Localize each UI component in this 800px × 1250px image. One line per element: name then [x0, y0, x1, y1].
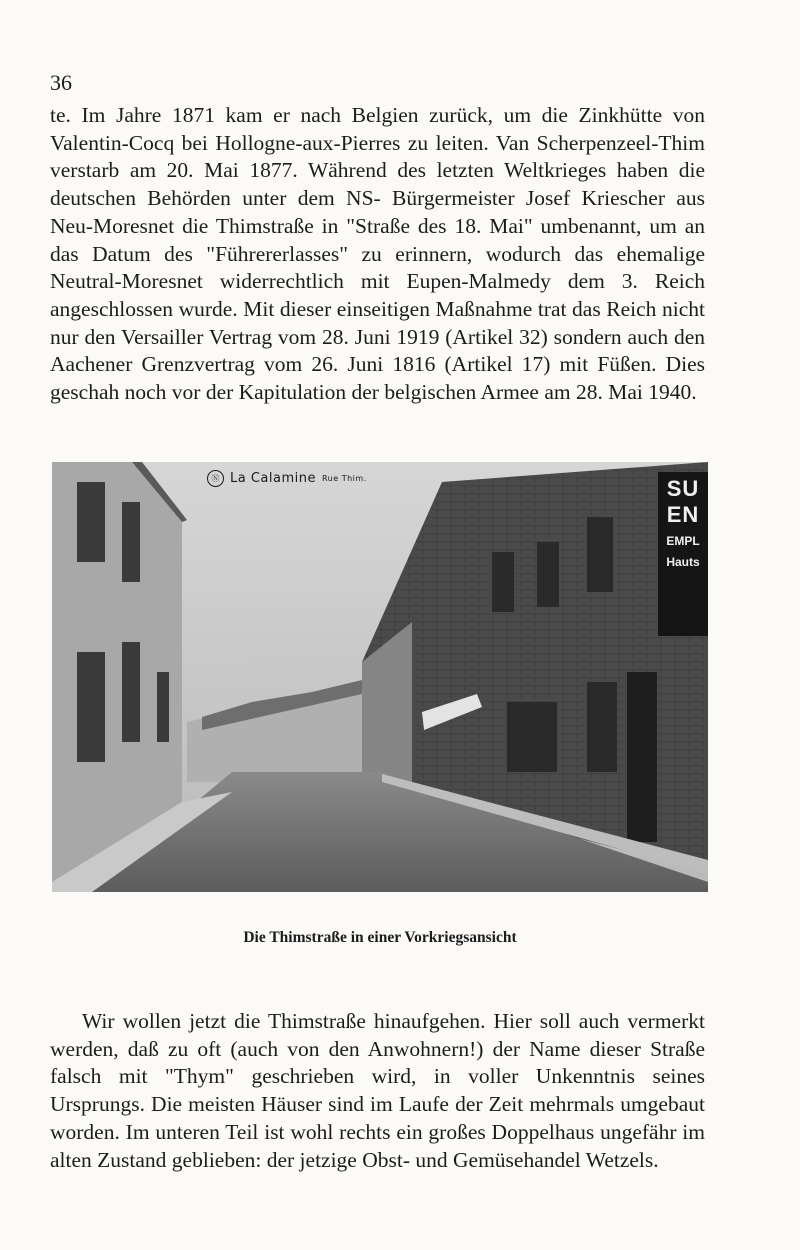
- postcard-stamp-icon: Ⓝ: [207, 470, 224, 487]
- body-paragraph-2: Wir wollen jetzt die Thimstraße hinaufgehen. Hier soll auch vermerkt werden, daß zu oft (auch von den Anwohnern!) der Name dieser Straße falsch mit "Thym" geschrieben wird, in voller Unkenntnis seines Ursprungs. Die meisten Häuser sind im Laufe der Zeit mehrmals umgebaut worden. Im unteren Teil ist wohl rechts ein großes Doppelhaus ungefähr im alten Zustand geblieben: der jetzige Obst- und Gemüsehandel Wetzels.: [50, 1009, 705, 1172]
- shop-sign-line: SU: [666, 476, 700, 501]
- right-window: [587, 517, 613, 592]
- shop-sign-line: EN: [666, 502, 700, 527]
- shop-sign: [658, 472, 708, 636]
- left-window: [77, 482, 105, 562]
- postcard-caption: [207, 470, 367, 487]
- right-door: [627, 672, 657, 842]
- right-window: [537, 542, 559, 607]
- left-window: [122, 502, 140, 582]
- page-number: 36: [50, 70, 72, 95]
- body-paragraph-1: te. Im Jahre 1871 kam er nach Belgien zurück, um die Zinkhütte von Valentin-Cocq bei Hollogne-aux-Pierres zu leiten. Van Scherpenzeel-Thim verstarb am 20. Mai 1877. Während des letzten Weltkrieges haben die deutschen Behörden unter dem NS- Bürgermeister Josef Kriescher aus Neu-Moresnet die Thimstraße in "Straße des 18. Mai" umbenannt, um an das Datum des "Führererlasses" zu erinnern, wodurch das ehemalige Neutral-Moresnet widerrechtlich mit Eupen-Malmedy dem 3. Reich angeschlossen wurde. Mit dieser einseitigen Maßnahme trat das Reich nicht nur den Versailler Vertrag vom 28. Juni 1919 (Artikel 32) sondern auch den Aachener Grenzvertrag vom 26. Juni 1816 (Artikel 17) mit Füßen. Dies geschah noch vor der Kapitulation der belgischen Armee am 28. Mai 1940.: [50, 103, 705, 405]
- right-window: [507, 702, 557, 772]
- postcard-street: Rue Thim.: [321, 474, 367, 483]
- right-window: [587, 682, 617, 772]
- figure-caption: Die Thimstraße in einer Vorkriegsansicht: [243, 929, 517, 946]
- left-window: [77, 652, 105, 762]
- shop-sign-line: Hauts: [666, 555, 700, 569]
- right-window: [492, 552, 514, 612]
- left-window: [157, 672, 169, 742]
- left-window: [122, 642, 140, 742]
- shop-sign-line: EMPL: [666, 534, 700, 548]
- postcard-town: La Calamine: [230, 471, 316, 486]
- street-photo: [52, 462, 708, 892]
- street-photo-drawing: [52, 462, 708, 892]
